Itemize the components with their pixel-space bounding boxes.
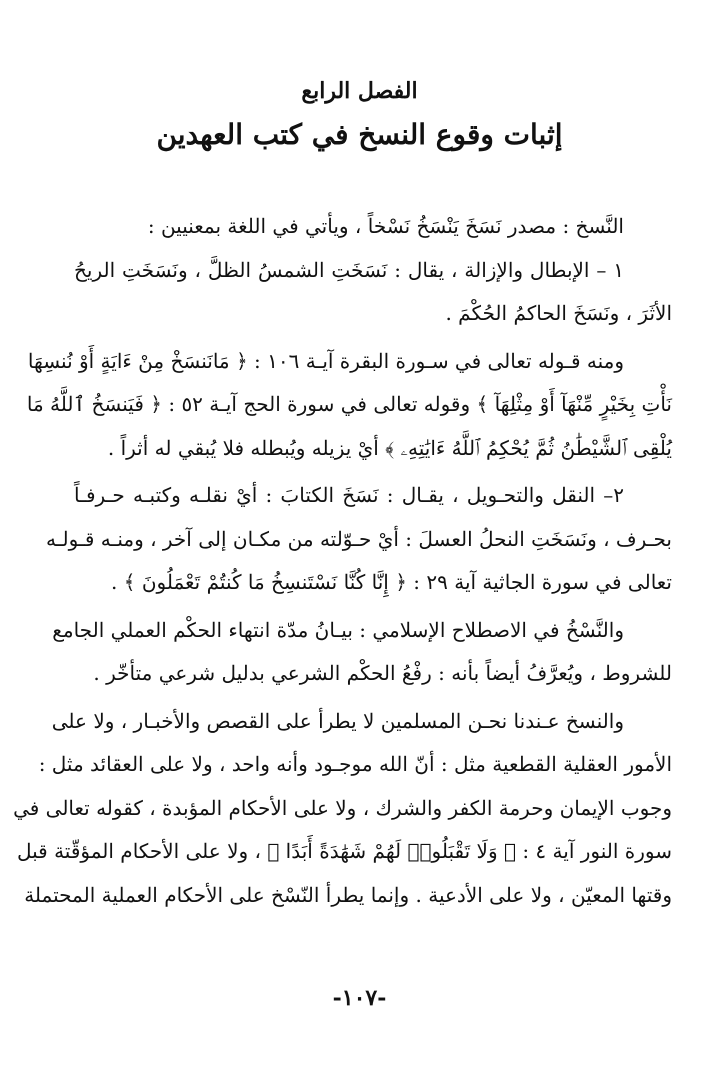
chapter-heading: الفصل الرابع [301,78,418,104]
text-line: يُلْقِى ٱلشَّيْطَٰنُ ثُمَّ يُحْكِمُ ٱللَّهُ ءَايَٰتِهِۦ ﴾ أيْ يزيله ويُبطله فلا يُبقي له أثراً . [107,435,672,460]
text-line: النَّسخ : مصدر نَسَخَ يَنْسَخُ نَسْخاً ، ويأتي في اللغة بمعنيين : [147,214,624,238]
text-line: ومنه قـوله تعالى في سـورة البقرة آيـة ١٠٦ : ﴿ مَانَنسَخْ مِنْ ءَايَةٍ أَوْ نُنسِهَا [27,348,624,373]
text-line: نَأْتِ بِخَيْرٍ مِّنْهَآ أَوْ مِثْلِهَآ ﴾ وقوله تعالى في سورة الحج آيـة ٥٢ : ﴿ فَيَنسَخُ ٱللَّهُ مَا [26,392,672,416]
text-line: ٢– النقل والتحـويل ، يقـال : نَسَخَ الكتابَ : أيْ نقلـه وكتبـه حـرفـاً [74,483,624,507]
text-line: والنسخ عـندنا نحـن المسلمين لا يطرأ على القصص والأخبـار ، ولا على [51,708,624,733]
text-line: وقتها المعيّن ، ولا على الأدعية . وإنما يطرأ النّسْخ على الأحكام العملية المحتملة [24,882,672,907]
text-line: ١ – الإبطال والإزالة ، يقال : نَسَخَتِ الشمسُ الظلَّ ، ونَسَخَتِ الريحُ [74,257,624,282]
text-line: الأثَرَ ، ونَسَخَ الحاكمُ الحُكْمَ . [445,301,672,325]
body-text [13,205,672,917]
text-line: والنَّسْخُ في الاصطلاح الإسلامي : بيـانُ مدّة انتهاء الحكْم العملي الجامع [52,617,624,642]
text-line: الأمور العقلية القطعية مثل : أنّ الله موجـود وأنه واحد ، ولا على العقائد مثل : [38,752,672,776]
page-number: -١٠٧- [332,985,387,1011]
text-line: سورة النور آية ٤ : ﴿ وَلَا تَقْبَلُوا۟ لَهُمْ شَهَٰدَةً أَبَدًا ﴾ ، ولا على الأحكام المؤقّتة قبل [16,839,672,863]
text-line: للشروط ، ويُعرَّفُ أيضاً بأنه : رفْعُ الحكْم الشرعي بدليل شرعي متأخّر . [93,661,672,685]
text-line: وجوب الإيمان وحرمة الكفر والشرك ، ولا على الأحكام المؤبدة ، كقوله تعالى في [13,795,672,820]
text-line: تعالى في سورة الجاثية آية ٢٩ : ﴿ إِنَّا كُنَّا نَسْتَنسِخُ مَا كُنتُمْ تَعْمَلُونَ ﴾ . [111,570,672,594]
chapter-title: إثبات وقوع النسخ في كتب العهدين [156,118,563,151]
text-line: بحـرف ، ونَسَخَتِ النحلُ العسلَ : أيْ حـوّلته من مكـان إلى آخر ، ومنـه قـولـه [45,526,672,551]
